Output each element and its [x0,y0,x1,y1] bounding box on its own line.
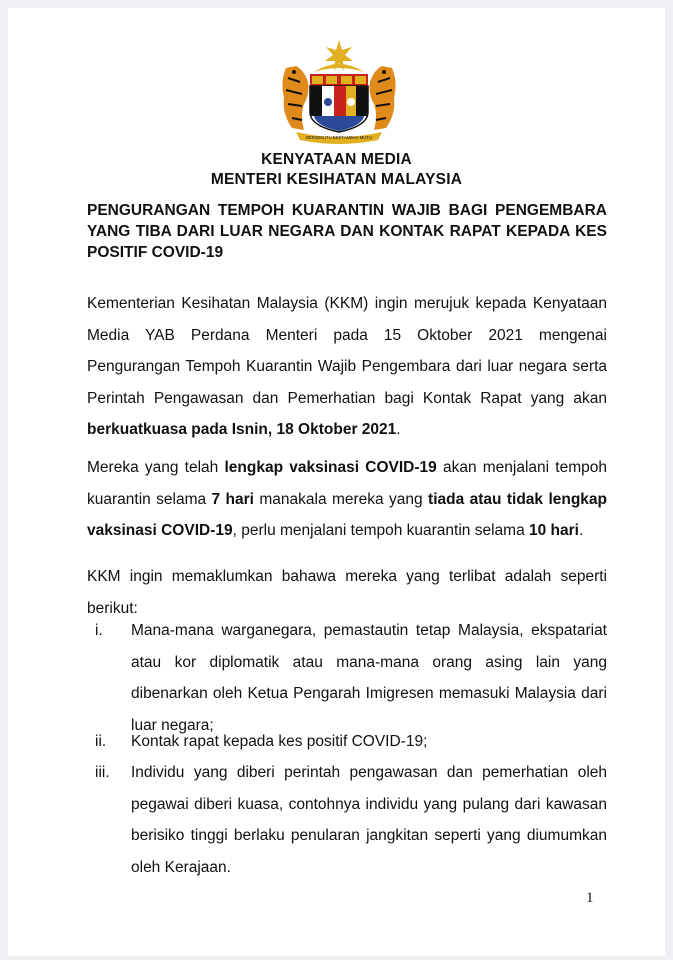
list-item-number: iii. [95,764,110,781]
coat-of-arms-icon [274,38,404,146]
list-item: Kontak rapat kepada kes positif COVID-19; [131,733,428,750]
header-line-2: MENTERI KESIHATAN MALAYSIA [210,171,463,188]
list-item: Mana-mana warganegara, pemastautin tetap Malaysia, ekspatariat atau kor diplomatik atau mana-mana orang asing lain yang dibenarkan oleh Ketua Pengarah Imigresen memasuki Malaysia dari luar negara; [131,622,607,734]
svg-text:BERSEKUTU BERTAMBAH MUTU: BERSEKUTU BERTAMBAH MUTU [306,135,372,140]
document-page [8,8,665,956]
page-number: 1 [586,890,594,906]
press-title: PENGURANGAN TEMPOH KUARANTIN WAJIB BAGI PENGEMBARA YANG TIBA DARI LUAR NEGARA DAN KONTAK RAPAT KEPADA KES POSITIF COVID-19 [87,202,607,261]
list-item-number: i. [95,622,103,639]
paragraph-2: Mereka yang telah lengkap vaksinasi COVID-19 akan menjalani tempoh kuarantin selama 7 hari manakala mereka yang tiada atau tidak lengkap vaksinasi COVID-19, perlu menjalani tempoh kuarantin selama 10 hari. [87,459,608,539]
list-item-number: ii. [95,733,107,750]
paragraph-1: Kementerian Kesihatan Malaysia (KKM) ingin merujuk kepada Kenyataan Media YAB Perdana Menteri pada 15 Oktober 2021 mengenai Pengurangan Tempoh Kuarantin Wajib Pengembara dari luar negara serta Perintah Pengawasan dan Pemerhatian bagi Kontak Rapat yang akan berkuatkuasa pada Isnin, 18 Oktober 2021. [87,295,607,438]
header-line-1: KENYATAAN MEDIA [261,151,412,168]
paragraph-3: KKM ingin memaklumkan bahawa mereka yang terlibat adalah seperti berikut: [87,568,607,617]
list-item: Individu yang diberi perintah pengawasan dan pemerhatian oleh pegawai diberi kuasa, contohnya individu yang pulang dari kawasan berisiko tinggi berlaku penularan jangkitan seperti yang diumumkan oleh Kerajaan. [131,764,607,876]
